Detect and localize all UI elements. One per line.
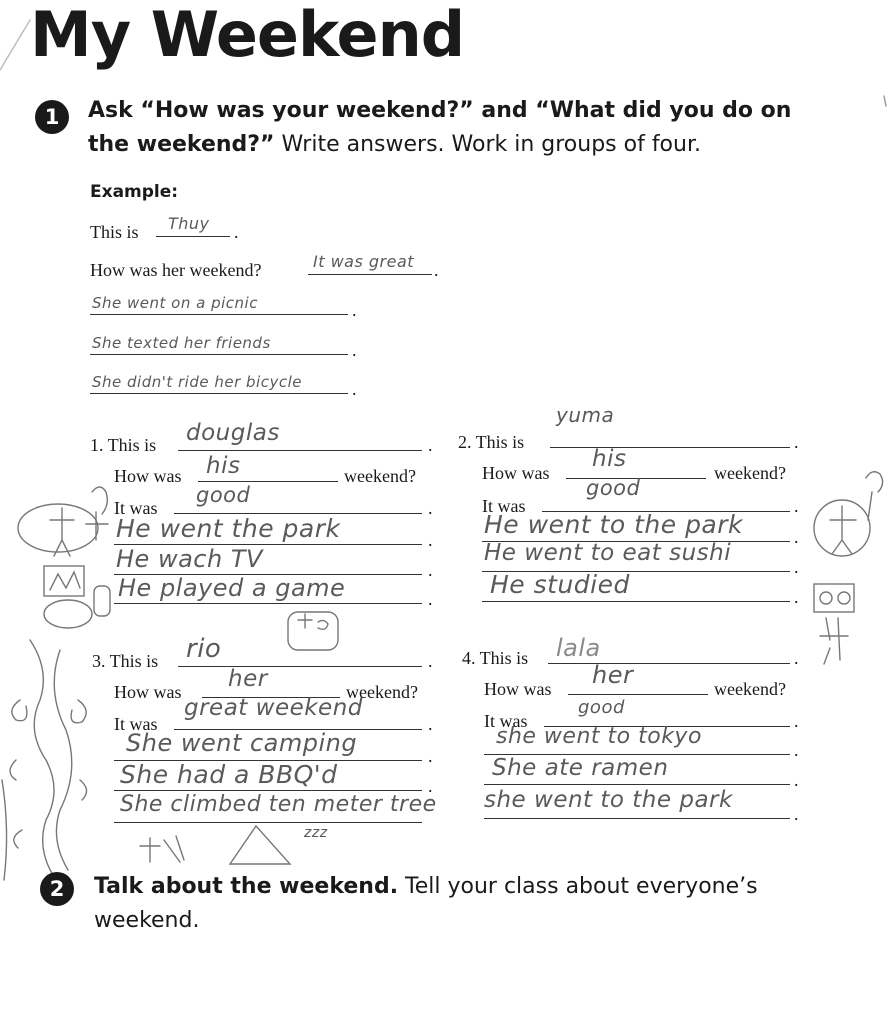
example-activity: She didn't ride her bicycle [92,373,302,391]
entry-4-period: . [794,770,799,790]
entry-1-period: . [428,589,433,609]
entry-1-it-was-value: good [196,483,251,507]
doodle-tent [230,826,290,864]
entry-4-activity: She ate ramen [492,755,669,781]
page-title: My Weekend [30,0,465,71]
entry-1-this-is-label: 1. This is [90,435,157,455]
entry-2-this-is-label: 2. This is [458,432,525,452]
example-period: . [434,260,439,280]
task-1-instruction: Write answers. Work in groups of four. [281,132,701,157]
entry-3-how-was-label: How was [114,682,182,702]
example-this-is-label: This is [90,222,139,242]
entry-3-it-was-value: great weekend [184,695,363,721]
doodle-game [288,612,338,650]
example-period: . [234,222,239,242]
doodle-stick-figure [50,508,74,556]
entry-2-period: . [794,557,799,577]
entry-3-pronoun-value: her [228,666,268,692]
entry-4-this-is-label: 4. This is [462,648,529,668]
entry-2-period: . [794,587,799,607]
entry-1-period: . [428,498,433,518]
task-2-instructions [94,870,814,938]
task-1-question: Ask “How was your weekend?” and “What did you do on the weekend?” [88,98,792,157]
example-how-was-her-label: How was her weekend? [90,260,262,280]
entry-2-weekend-label: weekend? [714,463,786,483]
example-period: . [352,340,357,360]
task-number-1: 1 [35,100,69,134]
entry-3-this-is-label: 3. This is [92,651,159,671]
entry-3-period: . [428,746,433,766]
entry-2-period: . [794,432,799,452]
entry-4-it-was-value: good [578,697,625,718]
entry-2-period: . [794,496,799,516]
entry-1-activity: He went the park [116,514,341,543]
entry-1-period: . [428,435,433,455]
entry-3-name-value: rio [186,634,222,664]
task-2-bold: Talk about the weekend. [94,874,399,899]
entry-3-period: . [428,776,433,796]
doodle-zzz-text: zzz [304,825,328,841]
entry-1-it-was-label: It was [114,498,158,518]
doodle-controller [44,600,92,628]
entry-3-activity: She had a BBQ'd [120,760,338,789]
entry-4-period: . [794,711,799,731]
entry-2-activity: He went to the park [484,510,744,539]
entry-4-activity: she went to the park [484,787,733,813]
entry-4-pronoun-value: her [592,661,634,689]
entry-4-period: . [794,648,799,668]
entry-4-period: . [794,740,799,760]
example-label: Example: [90,182,179,202]
entry-2-it-was-label: It was [482,496,526,516]
entry-3-period: . [428,651,433,671]
entry-2-pronoun-value: his [592,446,627,472]
entry-2-how-was-label: How was [482,463,550,483]
entry-2-activity: He went to eat sushi [484,540,732,566]
entry-2-period: . [794,527,799,547]
doodle-cloud [18,504,98,552]
entry-1-how-was-label: How was [114,466,182,486]
entry-4-activity: she went to tokyo [496,724,702,749]
entry-1-activity: He played a game [118,574,346,602]
example-period: . [352,379,357,399]
entry-1-pronoun-value: his [206,453,241,479]
entry-3-weekend-label: weekend? [346,682,418,702]
entry-4-name-value: lala [556,634,601,662]
entry-1-weekend-label: weekend? [344,466,416,486]
entry-2-name-value: yuma [556,403,615,427]
doodle-tree [30,640,72,880]
example-period: . [352,300,357,320]
entry-2-activity: He studied [490,570,630,599]
entry-3-activity: She climbed ten meter tree [120,792,437,817]
entry-1-name-value: douglas [186,420,280,446]
example-activity: She went on a picnic [92,294,258,312]
entry-4-how-was-label: How was [484,679,552,699]
entry-4-weekend-label: weekend? [714,679,786,699]
entry-4-it-was-label: It was [484,711,528,731]
entry-3-period: . [428,714,433,734]
example-answer-value: It was great [313,252,415,271]
entry-3-activity: She went camping [126,729,358,757]
task-2-text: Tell your class about everyone’s weekend. [94,874,758,933]
task-number-2: 2 [40,872,74,906]
entry-1-period: . [428,530,433,550]
example-activity: She texted her friends [92,334,271,352]
entry-1-period: . [428,560,433,580]
entry-2-it-was-value: good [586,476,641,500]
entry-1-activity: He wach TV [116,545,263,573]
example-name-value: Thuy [168,214,210,233]
entry-4-period: . [794,804,799,824]
entry-3-it-was-label: It was [114,714,158,734]
